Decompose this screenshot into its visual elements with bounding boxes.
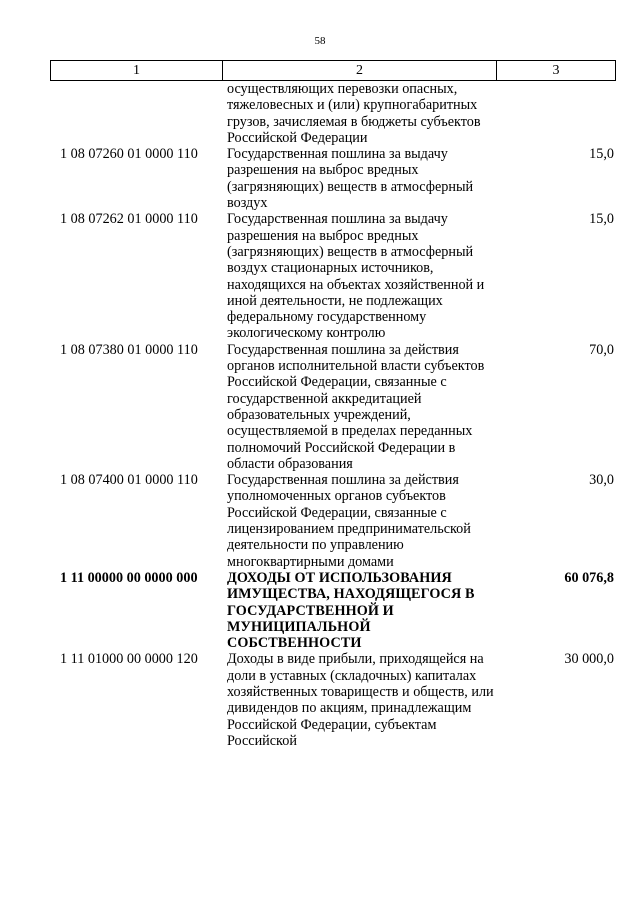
column-header-1: 1 <box>51 61 223 80</box>
table-row <box>50 342 616 472</box>
row-amount: 30,0 <box>589 472 614 489</box>
row-code <box>50 81 222 146</box>
row-name: ДОХОДЫ ОТ ИСПОЛЬЗОВАНИЯ ИМУЩЕСТВА, НАХОДЯЩЕГОСЯ В ГОСУДАРСТВЕННОЙ И МУНИЦИПАЛЬНОЙ СОБСТВЕННОСТИ <box>227 569 475 652</box>
table-header-row <box>50 60 616 81</box>
row-name: Государственная пошлина за действия уполномоченных органов субъектов Российской Федерации, связанные с лицензированием предпринимательской деятельности по управлению многоквартирными домами <box>227 472 471 570</box>
row-amount <box>496 81 616 146</box>
table-row <box>50 472 616 570</box>
table-row <box>50 211 616 341</box>
row-code: 1 08 07400 01 0000 110 <box>60 472 198 489</box>
row-amount: 60 076,8 <box>564 569 614 586</box>
continuation-text: осуществляющих перевозки опасных, тяжеловесных и (или) крупногабаритных грузов, зачисляемая в бюджеты субъектов Российской Федерации <box>227 81 481 146</box>
row-name: Государственная пошлина за выдачу разрешения на выброс вредных (загрязняющих) веществ в атмосферный воздух стационарных источников, находящихся на объектах хозяйственной и иной деятельности, не подлежащих федеральному государственному экологическому контролю <box>227 211 485 342</box>
row-name: Доходы в виде прибыли, приходящейся на доли в уставных (складочных) капиталах хозяйственных товариществ и обществ, или дивидендов по акциям, принадлежащим Российской Федерации, субъектам Российской <box>227 651 494 749</box>
row-name: Государственная пошлина за выдачу разрешения на выброс вредных (загрязняющих) веществ в атмосферный воздух <box>227 146 474 212</box>
revenue-table <box>50 60 616 749</box>
row-name: Государственная пошлина за действия органов исполнительной власти субъектов Российской Федерации, связанные с государственной аккредитацией образовательных учреждений, осуществляемой в пределах переданных полномочий Российской Федерации в области образования <box>227 341 485 472</box>
row-code: 1 11 00000 00 0000 000 <box>60 569 198 586</box>
table-row <box>50 651 616 749</box>
row-amount: 70,0 <box>589 341 614 358</box>
page-number: 58 <box>314 35 326 47</box>
row-code: 1 08 07260 01 0000 110 <box>60 146 198 163</box>
table-body <box>50 81 616 749</box>
row-code: 1 08 07262 01 0000 110 <box>60 211 198 228</box>
row-amount: 15,0 <box>589 211 614 228</box>
row-amount: 15,0 <box>589 146 614 163</box>
table-row-section-total <box>50 570 616 651</box>
column-header-3: 3 <box>552 62 560 78</box>
row-amount: 30 000,0 <box>564 651 614 668</box>
continuation-row <box>50 81 616 146</box>
table-row <box>50 146 616 211</box>
row-code: 1 11 01000 00 0000 120 <box>60 651 198 668</box>
column-header-2: 2 <box>223 61 497 80</box>
row-code: 1 08 07380 01 0000 110 <box>60 341 198 358</box>
